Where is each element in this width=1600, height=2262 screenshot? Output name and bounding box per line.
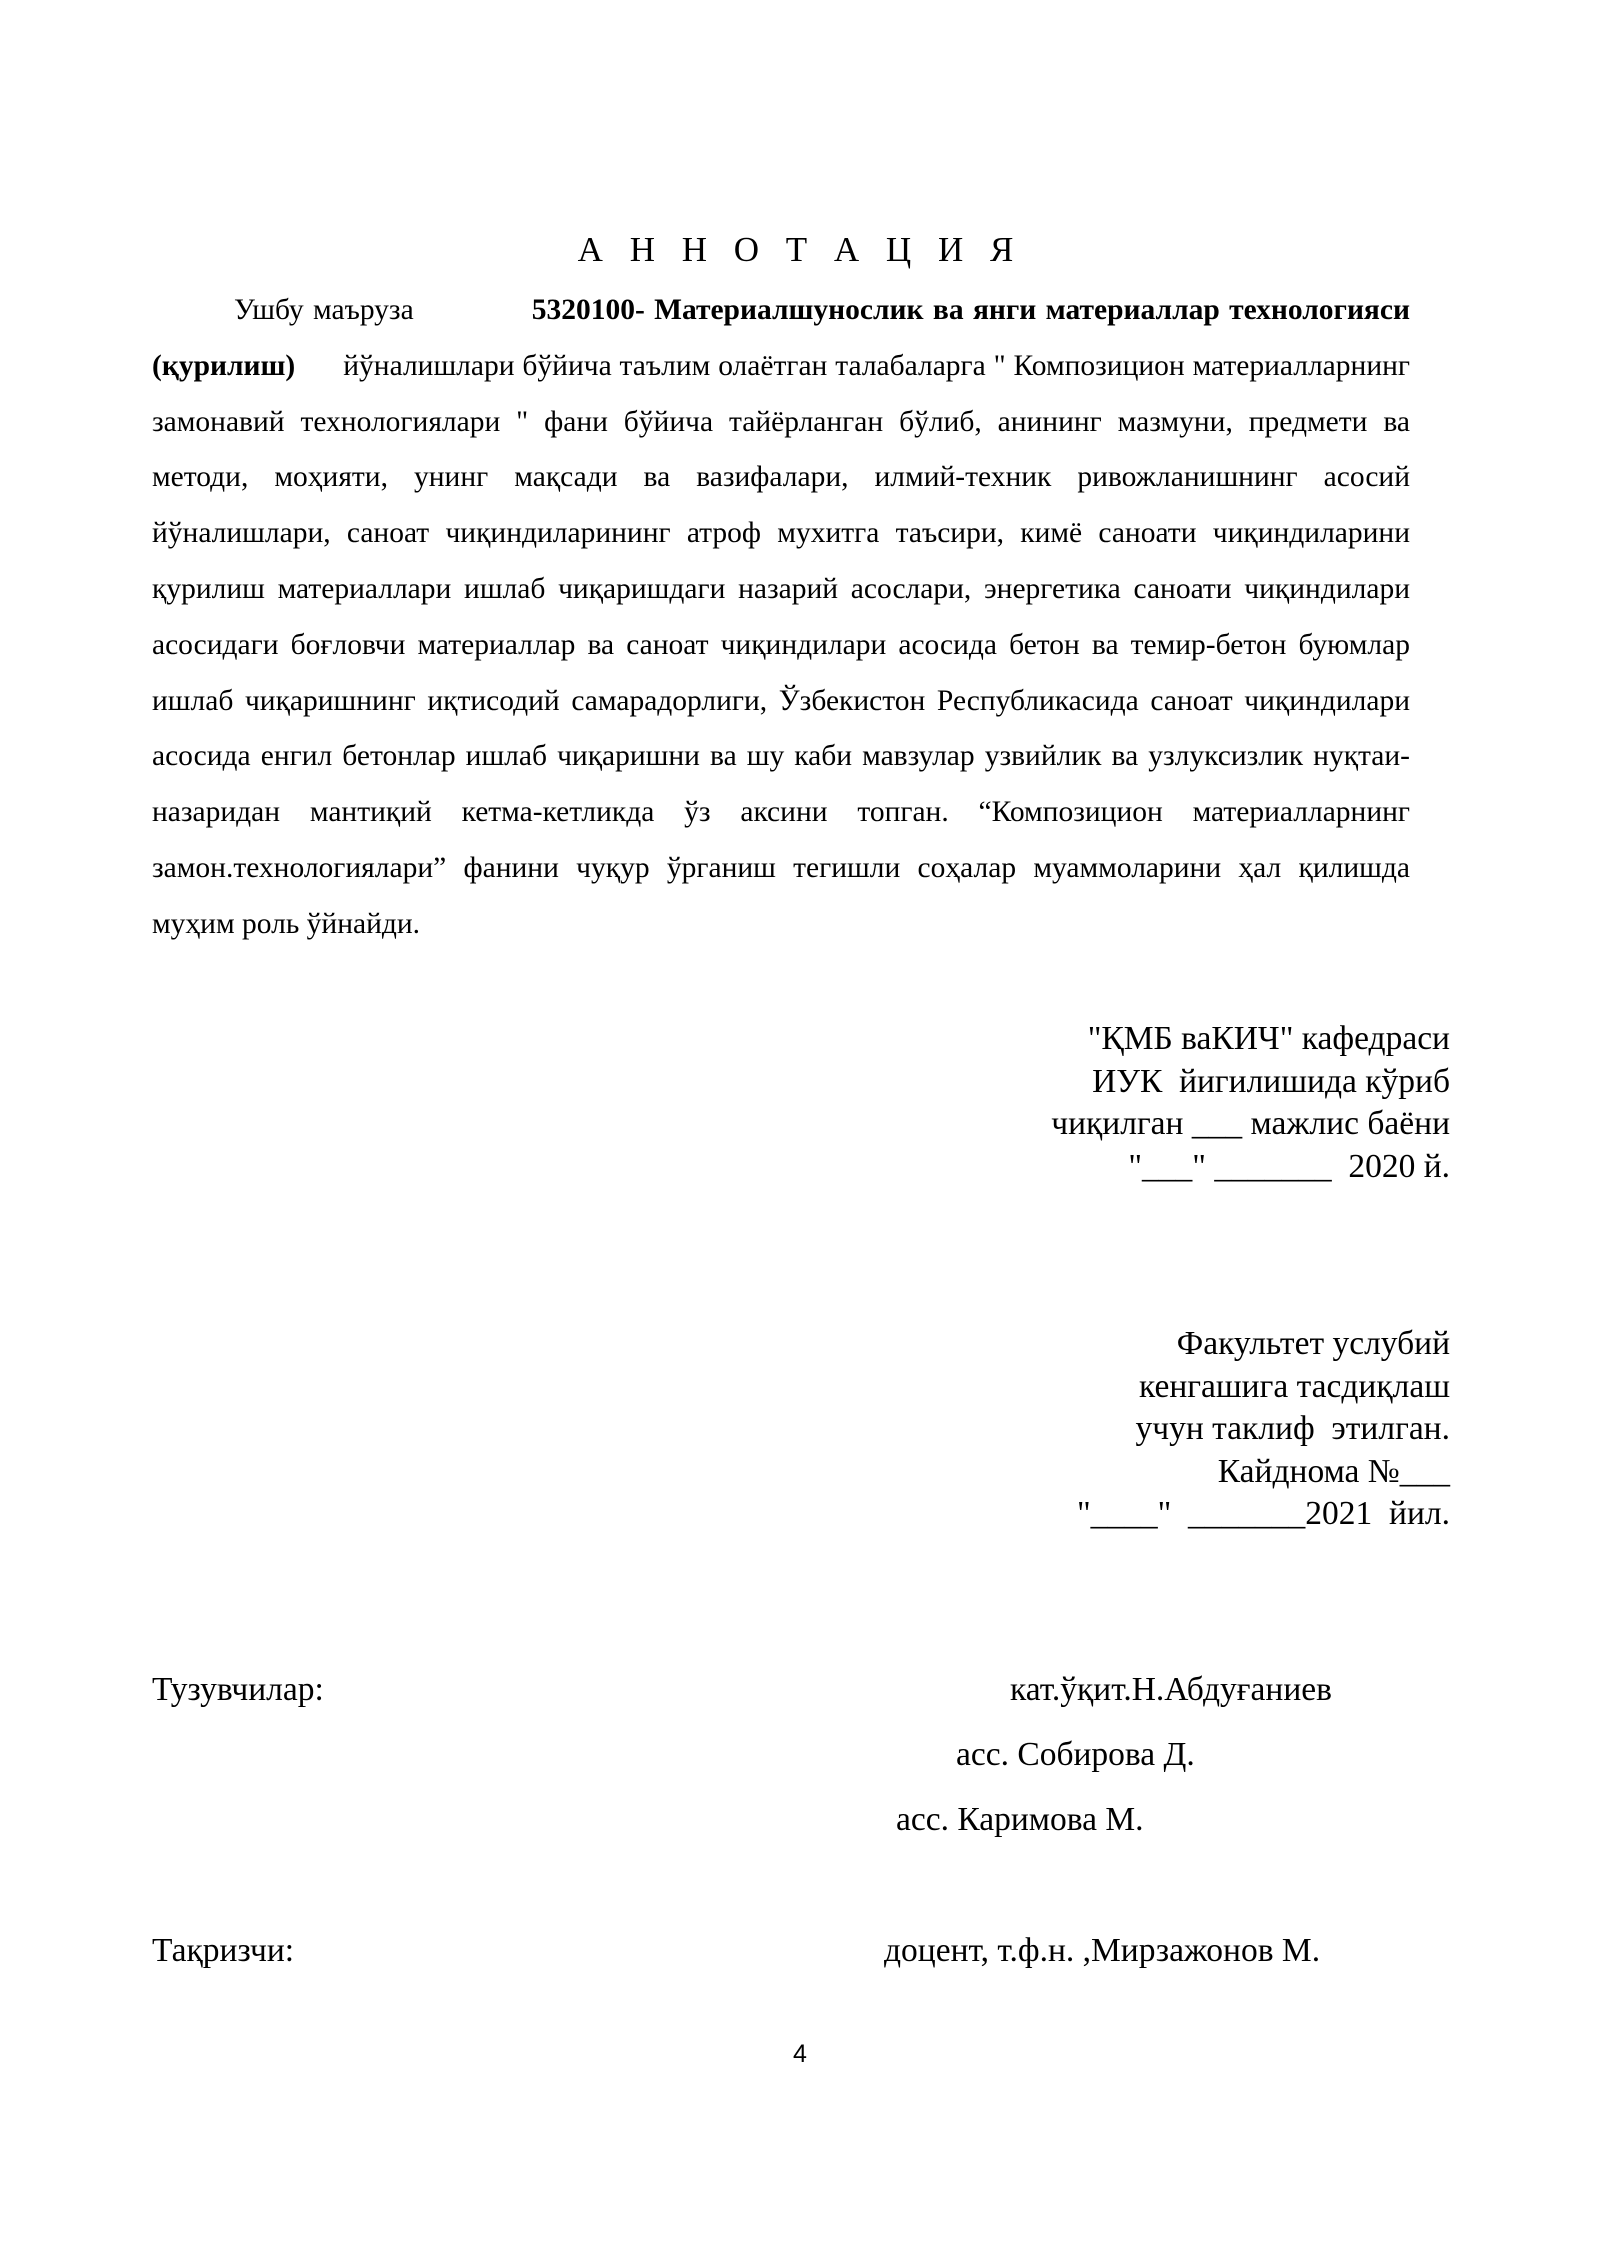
author-name: асс. Собирова Д. <box>956 1736 1195 1773</box>
reviewer-name: доцент, т.ф.н. ,Мирзажонов М. <box>884 1932 1321 1969</box>
abstract-lead: Ушбу маъруза <box>234 294 414 326</box>
department-approval-block <box>1051 1018 1450 1188</box>
abstract-paragraph <box>152 283 1410 953</box>
department-approval-line: чиқилган ___ мажлис баёни <box>1051 1105 1450 1142</box>
faculty-approval-line: Факультет услубий <box>1176 1325 1450 1362</box>
department-approval-line: ИУК йигилишида кўриб <box>1092 1062 1450 1100</box>
faculty-approval-block <box>1077 1323 1450 1536</box>
department-approval-line: "___" _______ 2020 й. <box>1128 1147 1450 1185</box>
faculty-approval-line: кенгашига тасдиқлаш <box>1139 1367 1450 1405</box>
page-title: А Н Н О Т А Ц И Я <box>577 230 1023 269</box>
abstract-body: йўналишлари бўйича таълим олаётган талабаларга " Композицион материалларнинг замонавий технологиялари " фани бўйича тайёрланган бўлиб, анининг мазмуни, предмети ва методи, моҳияти, унинг мақсади ва вазифалари, илмий-техник ривожланишнинг асосий йўналишлари, саноат чиқиндиларининг атроф мухитга таъсири, кимё саноати чиқиндиларини қурилиш материаллари ишлаб чиқаришдаги назарий асослари, энергетика саноати чиқиндилари асосидаги боғловчи материаллар ва саноат чиқиндилари асосида бетон ва темир-бетон буюмлар ишлаб чиқаришнинг иқтисодий самарадорлиги, Ўзбекистон Республикасида саноат чиқиндилари асосида енгил бетонлар ишлаб чиқаришни ва шу каби мавзулар узвийлик ва узлуксизлик нуқтаи-назаридан мантиқий кетма-кетликда ўз аксини топган. “Композицион материалларнинг замон.технологиялари” фанини чуқур ўрганиш тегишли соҳалар муаммоларини ҳал қилишда муҳим роль ўйнайди. <box>152 349 1410 940</box>
author-name: асс. Каримова М. <box>896 1801 1144 1838</box>
reviewer-label: Тақризчи: <box>152 1932 295 1969</box>
faculty-approval-line: "____" _______2021 йил. <box>1076 1495 1450 1532</box>
author-name: кат.ўқит.Н.Абдуғаниев <box>1010 1671 1332 1708</box>
department-approval-line: "ҚМБ ваКИЧ" кафедраси <box>1087 1020 1450 1057</box>
authors-label: Тузувчилар: <box>152 1671 324 1708</box>
page-number: 4 <box>793 2040 807 2068</box>
abstract-specialty: 5320100- Материалшунослик ва янги материаллар технологияси (қурилиш) <box>152 294 1410 382</box>
faculty-approval-line: учун таклиф этилган. <box>1135 1410 1450 1447</box>
faculty-approval-line: Кайднома №___ <box>1217 1452 1450 1490</box>
